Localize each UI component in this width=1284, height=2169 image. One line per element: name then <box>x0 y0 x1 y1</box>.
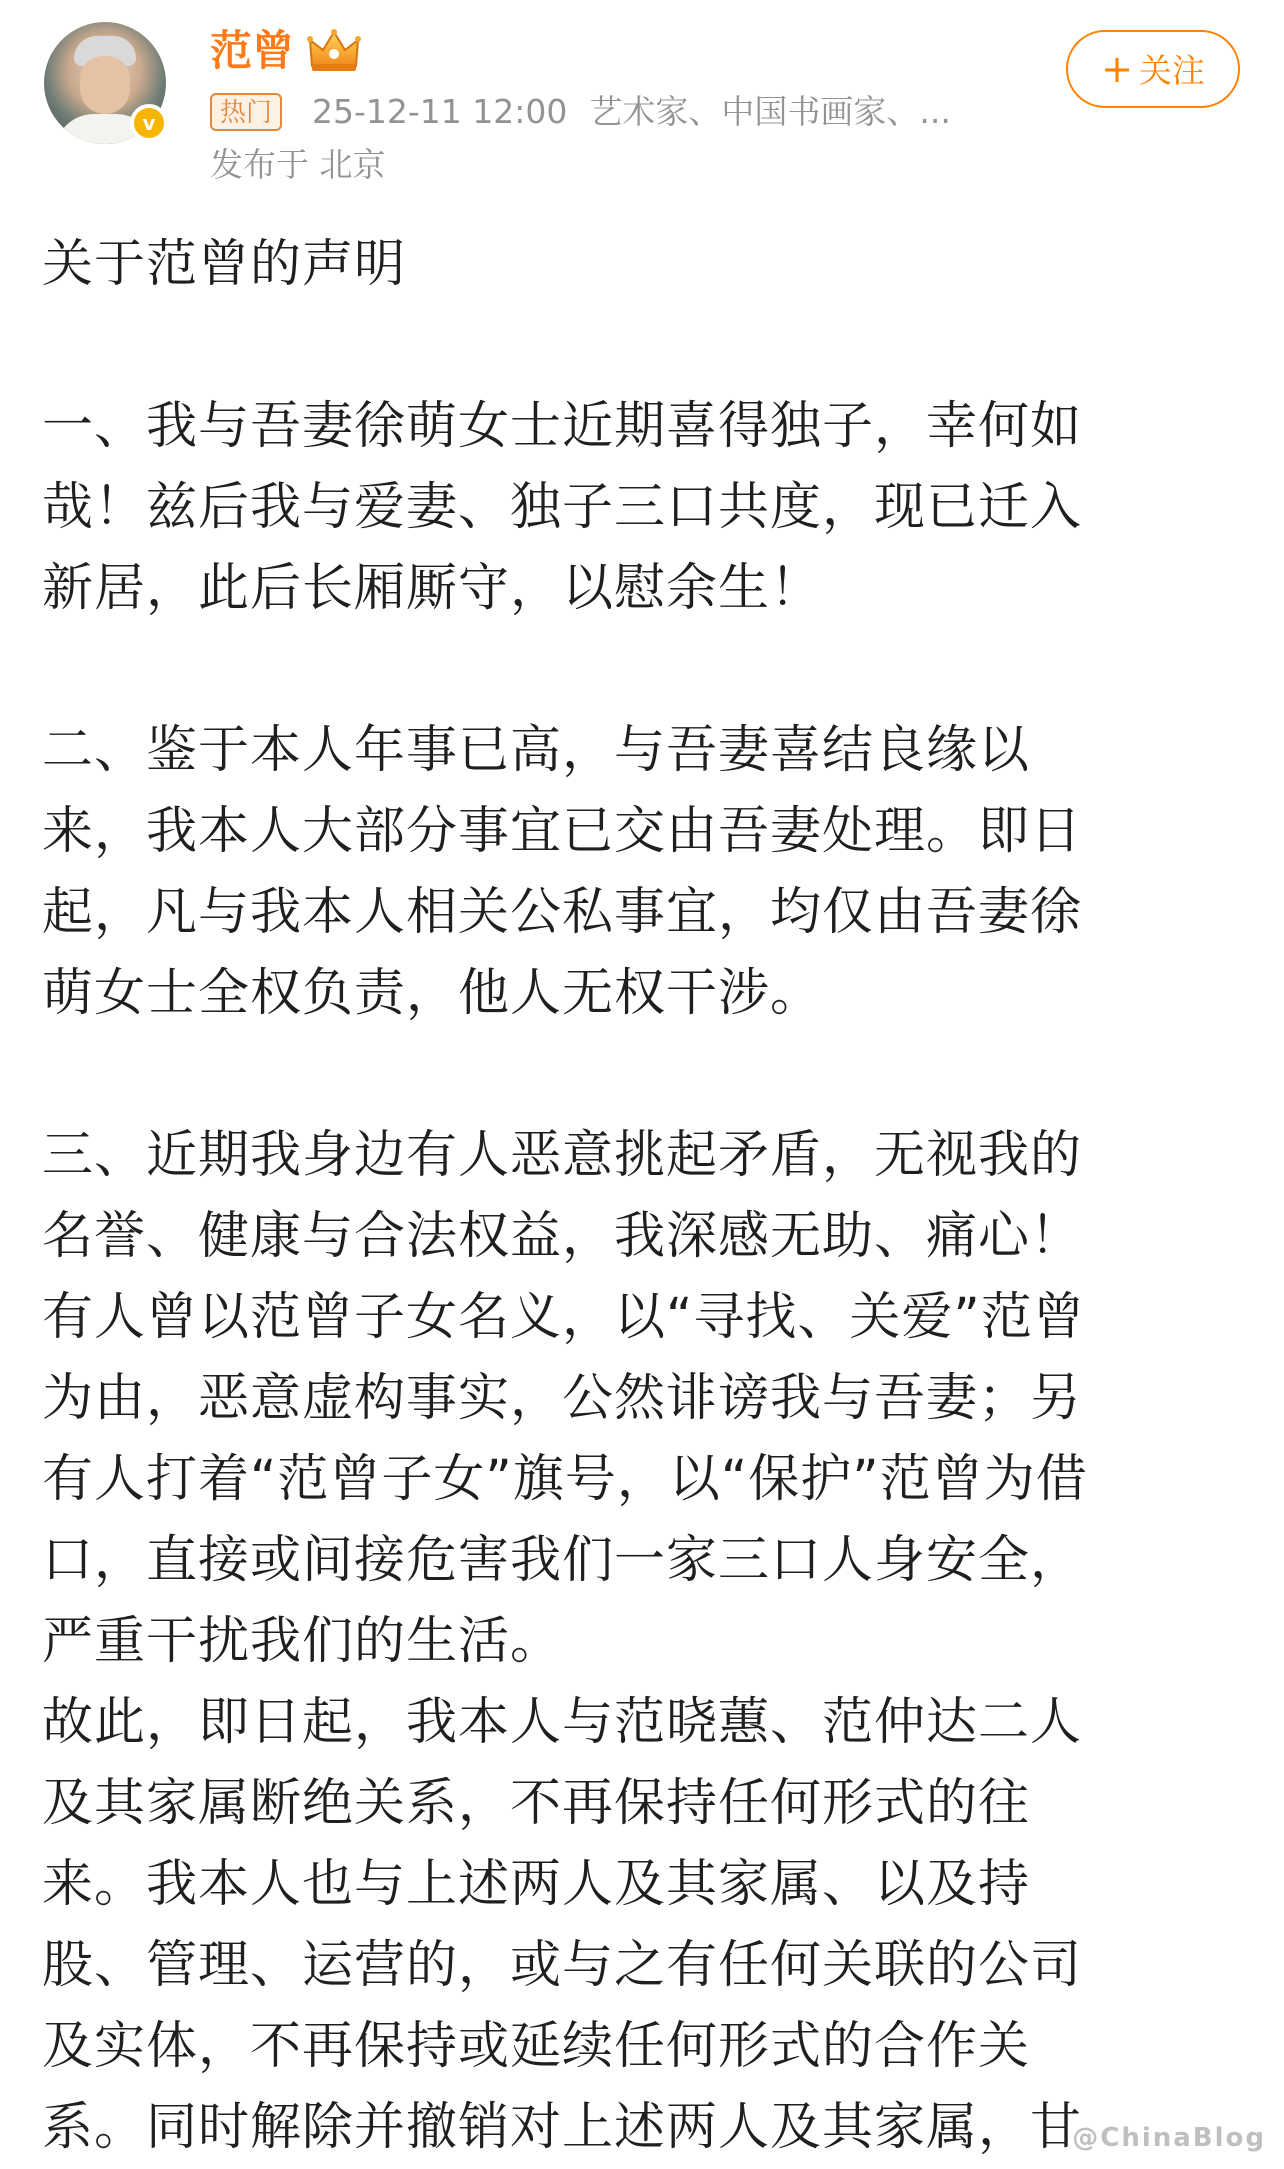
post-text-line: 股、管理、运营的，或与之有任何关联的公司 <box>42 1936 1083 1995</box>
post-text-line: 及实体，不再保持或延续任何形式的合作关 <box>42 2017 1031 2076</box>
follow-button[interactable] <box>1066 30 1240 108</box>
post-text-line: 起，凡与我本人相关公私事宜，均仅由吾妻徐 <box>42 883 1083 942</box>
crown-icon <box>306 28 362 74</box>
follow-label: 关注 <box>1138 51 1205 90</box>
post-text-line: 三、近期我身边有人恶意挑起矛盾，无视我的 <box>42 1126 1083 1185</box>
post-text-line: 来。我本人也与上述两人及其家属、以及持 <box>42 1855 1031 1914</box>
post-meta <box>312 90 973 134</box>
post-text-line: 萌女士全权负责，他人无权干涉。 <box>42 964 823 1023</box>
post-title: 关于范曾的声明 <box>42 235 407 294</box>
post-text-line: 有人打着“范曾子女”旗号，以“保护”范曾为借 <box>42 1450 1088 1509</box>
post-text-line: 新居，此后长厢厮守，以慰余生！ <box>42 559 823 618</box>
post-header <box>0 0 1284 200</box>
blank-line <box>42 1034 1242 1115</box>
watermark: @ChinaBlog <box>1072 2123 1266 2153</box>
username[interactable]: 范曾 <box>210 26 295 75</box>
user-tags: 艺术家、中国书画家、... <box>589 92 951 131</box>
post-text-line: 严重干扰我们的生活。 <box>42 1612 563 1671</box>
post-text-line: 名誉、健康与合法权益，我深感无助、痛心！ <box>42 1207 1083 1266</box>
post-text-line: 二、鉴于本人年事已高，与吾妻喜结良缘以 <box>42 721 1031 780</box>
post-text-line: 有人曾以范曾子女名义，以“寻找、关爱”范曾 <box>42 1288 1085 1347</box>
post-body <box>42 224 1242 2168</box>
plus-icon: + <box>1101 47 1133 91</box>
post-text-line: 一、我与吾妻徐萌女士近期喜得独子，幸何如 <box>42 397 1083 456</box>
post-text-line: 哉！兹后我与爱妻、独子三口共度，现已迁入 <box>42 478 1083 537</box>
hot-tag: 热门 <box>210 93 282 131</box>
verified-badge-icon: v <box>130 104 168 142</box>
avatar-face <box>80 56 130 114</box>
timestamp: 25-12-11 12:00 <box>312 92 568 131</box>
post-text-line: 为由，恶意虚构事实，公然诽谤我与吾妻；另 <box>42 1369 1083 1428</box>
post-text-line: 来，我本人大部分事宜已交由吾妻处理。即日 <box>42 802 1083 861</box>
post-text-line: 系。同时解除并撤销对上述两人及其家属，甘 <box>42 2098 1083 2157</box>
blank-line <box>42 629 1242 710</box>
post-text-line: 及其家属断绝关系，不再保持任何形式的往 <box>42 1774 1031 1833</box>
blank-line <box>42 305 1242 386</box>
post-text-line: 口，直接或间接危害我们一家三口人身安全， <box>42 1531 1083 1590</box>
post-text-line: 故此，即日起，我本人与范晓蕙、范仲达二人 <box>42 1693 1083 1752</box>
post-location: 发布于 北京 <box>210 145 386 184</box>
